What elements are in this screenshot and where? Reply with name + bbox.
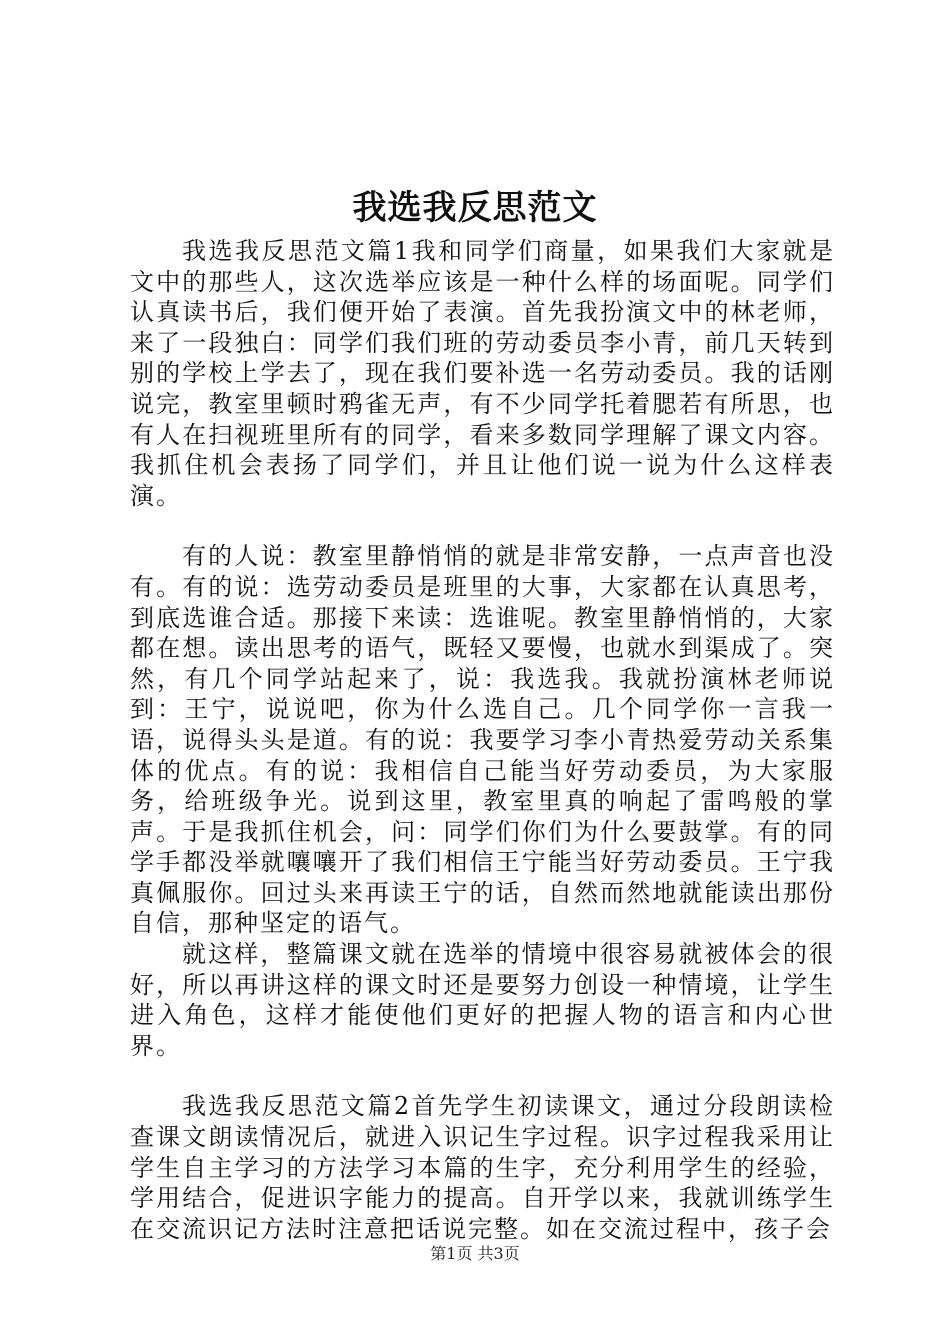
paragraph-4: 我选我反思范文篇2首先学生初读课文，通过分段朗读检查课文朗读情况后，就进入识记生字过程。识字过程我采用让学生自主学习的方法学习本篇的生字，充分利用学生的经验，学用结合，促进识字能力的提高。自开学以来，我就训练学生在交流识记方法时注意把话说完整。如在交流过程中，孩子会 xyxy=(130,1092,835,1243)
paragraph-1: 我选我反思范文篇1我和同学们商量，如果我们大家就是文中的那些人，这次选举应该是一种什么样的场面呢。同学们认真读书后，我们便开始了表演。首先我扮演文中的林老师，来了一段独白：同学们我们班的劳动委员李小青，前几天转到别的学校上学去了，现在我们要补选一名劳动委员。我的话刚说完，教室里顿时鸦雀无声，有不少同学托着腮若有所思，也有人在扫视班里所有的同学，看来多数同学理解了课文内容。我抓住机会表扬了同学们，并且让他们说一说为什么这样表演。 xyxy=(130,237,835,510)
paragraph-spacer xyxy=(130,1061,835,1091)
document-body xyxy=(130,236,835,1244)
page-number-footer: 第1页 共3页 xyxy=(430,1244,520,1263)
paragraph-2: 有的人说：教室里静悄悄的就是非常安静，一点声音也没有。有的说：选劳动委员是班里的大事，大家都在认真思考，到底选谁合适。那接下来读：选谁呢。教室里静悄悄的，大家都在想。读出思考的语气，既轻又要慢，也就水到渠成了。突然，有几个同学站起来了，说：我选我。我就扮演林老师说到：王宁，说说吧，你为什么选自己。几个同学你一言我一语，说得头头是道。有的说：我要学习李小青热爱劳动关系集体的优点。有的说：我相信自己能当好劳动委员，为大家服务，给班级争光。说到这里，教室里真的响起了雷鸣般的掌声。于是我抓住机会，问：同学们你们为什么要鼓掌。有的同学手都没举就嚷嚷开了我们相信王宁能当好劳动委员。王宁我真佩服你。回过头来再读王宁的话，自然而然地就能读出那份自信，那种坚定的语气。 xyxy=(130,542,835,938)
paragraph-3: 就这样，整篇课文就在选举的情境中很容易就被体会的很好，所以再讲这样的课文时还是要努力创设一种情境，让学生进入角色，这样才能使他们更好的把握人物的语言和内心世界。 xyxy=(130,940,835,1060)
paragraph-spacer xyxy=(130,511,835,541)
document-title: 我选我反思范文 xyxy=(352,188,598,228)
